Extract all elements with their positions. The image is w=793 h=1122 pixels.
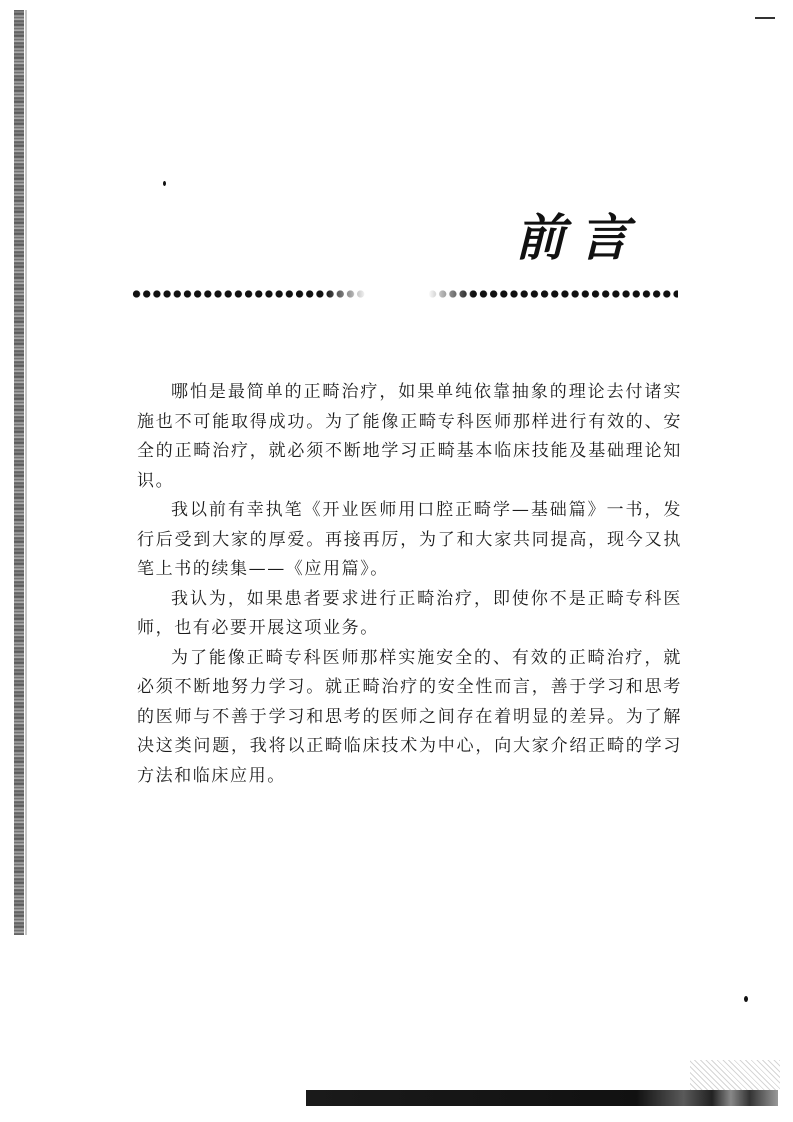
scan-speck xyxy=(163,181,166,186)
scan-bottom-bar xyxy=(306,1090,778,1106)
dotted-rule-right xyxy=(428,289,678,299)
scan-speck xyxy=(744,996,748,1002)
paragraph-1: 哪怕是最简单的正畸治疗，如果单纯依靠抽象的理论去付诸实施也不可能取得成功。为了能像正畸专科医师那样进行有效的、安全的正畸治疗，就必须不断地学习正畸基本临床技能及基础理论知识。 xyxy=(137,382,682,491)
dotted-rule-left xyxy=(132,289,367,299)
corner-mark xyxy=(755,17,775,19)
scan-noise xyxy=(690,1060,780,1090)
paragraph-2: 我以前有幸执笔《开业医师用口腔正畸学—基础篇》一书，发行后受到大家的厚爱。再接再厉，为了和大家共同提高，现今又执笔上书的续集——《应用篇》。 xyxy=(137,500,682,579)
scan-binding-shadow xyxy=(25,10,27,935)
scan-binding-edge xyxy=(14,10,24,935)
page-title: 前言 xyxy=(515,208,643,267)
paragraph-3: 我认为，如果患者要求进行正畸治疗，即使你不是正畸专科医师，也有必要开展这项业务。 xyxy=(137,588,682,638)
paragraph-4: 为了能像正畸专科医师那样实施安全的、有效的正畸治疗，就必须不断地努力学习。就正畸治疗的安全性而言，善于学习和思考的医师与不善于学习和思考的医师之间存在着明显的差异。为了解决这类问题，我将以正畸临床技术为中心，向大家介绍正畸的学习方法和临床应用。 xyxy=(137,647,682,786)
preface-body xyxy=(137,378,682,791)
